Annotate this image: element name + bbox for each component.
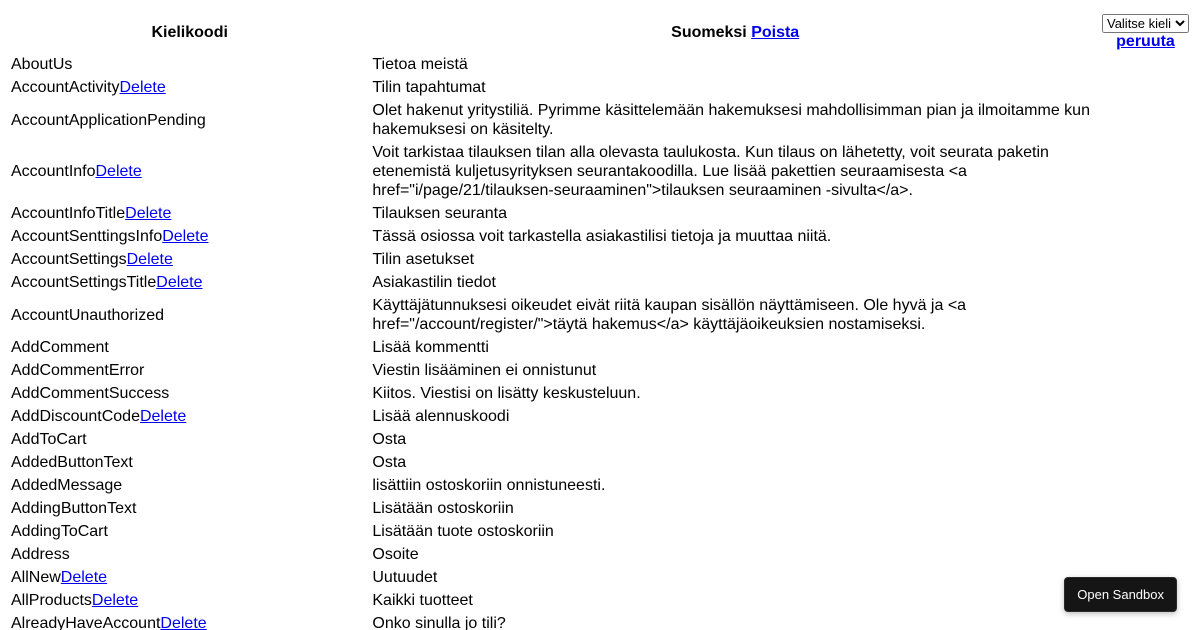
table-row (10, 100, 1190, 140)
key-cell (10, 613, 369, 630)
key-name: AccountSettingsTitle (11, 274, 157, 291)
row-action-cell (1101, 226, 1190, 247)
key-cell (10, 429, 369, 450)
language-column-header (371, 12, 1099, 52)
key-name: Address (11, 546, 70, 563)
translation-value[interactable]: Tässä osiossa voit tarkastella asiakastilisi tietoja ja muuttaa niitä. (372, 228, 832, 245)
row-action-cell (1101, 203, 1190, 224)
key-cell (10, 475, 369, 496)
key-name: AddCommentSuccess (11, 385, 170, 402)
row-action-cell (1101, 429, 1190, 450)
language-select[interactable] (1102, 14, 1189, 33)
key-name: AddedButtonText (11, 454, 133, 471)
table-row (10, 226, 1190, 247)
table-row (10, 54, 1190, 75)
table-row (10, 590, 1190, 611)
translation-value[interactable]: Tilauksen seuranta (372, 205, 507, 222)
table-row (10, 406, 1190, 427)
table-row (10, 429, 1190, 450)
translation-rows (10, 54, 1190, 630)
key-cell (10, 544, 369, 565)
table-row (10, 521, 1190, 542)
key-cell (10, 590, 369, 611)
key-name: AccountInfoTitle (11, 205, 126, 222)
language-actions-header (1101, 12, 1190, 52)
row-action-cell (1101, 360, 1190, 381)
translation-value[interactable]: Onko sinulla jo tili? (372, 615, 506, 630)
delete-key-link[interactable]: Delete (119, 79, 166, 96)
translation-table (8, 10, 1192, 630)
table-row (10, 498, 1190, 519)
row-action-cell (1101, 613, 1190, 630)
key-cell (10, 498, 369, 519)
table-row (10, 272, 1190, 293)
table-row (10, 77, 1190, 98)
row-action-cell (1101, 295, 1190, 335)
open-sandbox-button[interactable]: Open Sandbox (1064, 577, 1177, 612)
key-cell (10, 567, 369, 588)
key-name: AddedMessage (11, 477, 123, 494)
key-cell (10, 337, 369, 358)
translation-value[interactable]: Osta (372, 454, 407, 471)
key-cell (10, 360, 369, 381)
key-cell (10, 452, 369, 473)
translation-value[interactable]: Käyttäjätunnuksesi oikeudet eivät riitä kaupan sisällön näyttämiseen. Ole hyvä ja <a href="/account/register/">täytä hakemus</a> käyttäjäoikeuksien nostamiseksi. (372, 297, 967, 333)
key-cell (10, 77, 369, 98)
translation-value[interactable]: Tilin asetukset (372, 251, 475, 268)
table-row (10, 249, 1190, 270)
key-name: AccountInfo (11, 163, 96, 180)
key-cell (10, 272, 369, 293)
key-name: AccountSettings (11, 251, 127, 268)
key-cell (10, 249, 369, 270)
row-action-cell (1101, 383, 1190, 404)
row-action-cell (1101, 544, 1190, 565)
row-action-cell (1101, 272, 1190, 293)
row-action-cell (1101, 142, 1190, 201)
key-name: AccountUnauthorized (11, 306, 164, 324)
delete-key-link[interactable]: Delete (160, 615, 207, 630)
translation-value[interactable]: Viestin lisääminen ei onnistunut (372, 362, 597, 379)
key-name: AddingToCart (11, 523, 108, 540)
table-row (10, 203, 1190, 224)
table-row (10, 567, 1190, 588)
delete-key-link[interactable]: Delete (156, 274, 203, 291)
delete-key-link[interactable]: Delete (60, 569, 108, 586)
row-action-cell (1101, 54, 1190, 75)
key-cell (10, 226, 369, 247)
key-name: AccountSenttingsInfo (11, 228, 163, 245)
translation-value[interactable]: lisättiin ostoskoriin onnistuneesti. (372, 477, 606, 494)
row-action-cell (1101, 77, 1190, 98)
key-name: AddComment (11, 339, 109, 356)
cancel-link[interactable]: peruuta (1116, 33, 1175, 50)
translation-value[interactable]: Olet hakenut yritystiliä. Pyrimme käsittelemään hakemuksesi mahdollisimman pian ja ilmoitamme kun hakemuksesi on käsitelty. (372, 102, 1090, 138)
delete-key-link[interactable]: Delete (139, 408, 187, 425)
table-header-row (10, 12, 1190, 52)
translation-value[interactable]: Asiakastilin tiedot (372, 274, 496, 291)
key-cell (10, 521, 369, 542)
row-action-cell (1101, 100, 1190, 140)
table-row (10, 475, 1190, 496)
key-name: AccountActivity (11, 79, 120, 96)
delete-key-link[interactable]: Delete (162, 228, 209, 245)
delete-key-link[interactable]: Delete (91, 592, 139, 609)
key-name: AllNew (11, 569, 61, 586)
table-row (10, 142, 1190, 201)
key-name: AboutUs (11, 56, 73, 73)
table-row (10, 295, 1190, 335)
translation-value[interactable]: Uutuudet (372, 569, 438, 586)
table-row (10, 383, 1190, 404)
translation-value[interactable]: Kiitos. Viestisi on lisätty keskusteluun. (372, 385, 641, 402)
key-name: AccountApplicationPending (11, 111, 206, 129)
translation-value[interactable]: Lisää kommentti (372, 339, 489, 356)
key-name: AlreadyHaveAccount (11, 615, 161, 630)
table-row (10, 544, 1190, 565)
key-column-header: Kielikoodi (151, 23, 228, 41)
key-name: AddingButtonText (11, 500, 137, 517)
row-action-cell (1101, 521, 1190, 542)
delete-language-link[interactable]: Poista (751, 23, 800, 41)
row-action-cell (1101, 337, 1190, 358)
key-cell (10, 54, 369, 75)
table-row (10, 360, 1190, 381)
table-row (10, 337, 1190, 358)
language-label: Suomeksi (671, 23, 747, 41)
row-action-cell (1101, 498, 1190, 519)
delete-key-link[interactable]: Delete (126, 251, 173, 268)
key-cell (10, 100, 369, 140)
key-name: AddDiscountCode (11, 408, 140, 425)
row-action-cell (1101, 475, 1190, 496)
translation-value[interactable]: Lisätään tuote ostoskoriin (372, 523, 554, 540)
row-action-cell (1101, 406, 1190, 427)
row-action-cell (1101, 452, 1190, 473)
key-name: AllProducts (11, 592, 92, 609)
table-row (10, 452, 1190, 473)
key-cell (10, 142, 369, 201)
key-name: AddCommentError (11, 362, 145, 379)
translation-value[interactable]: Tilin tapahtumat (372, 79, 486, 96)
row-action-cell (1101, 249, 1190, 270)
key-cell (10, 383, 369, 404)
translation-value[interactable]: Lisää alennuskoodi (372, 408, 510, 425)
key-cell (10, 295, 369, 335)
translation-value[interactable]: Kaikki tuotteet (372, 592, 473, 609)
translation-value[interactable]: Voit tarkistaa tilauksen tilan alla olevasta taulukosta. Kun tilaus on lähetetty, voit seurata paketin etenemistä kuljetusyrityksen seurantakoodilla. Lue lisää pakettien seuraamisesta <a href="i/page/21/tilauksen-seuraaminen">tilauksen seuraaminen -sivulta</a>. (372, 144, 1049, 199)
translation-value[interactable]: Osta (372, 431, 407, 448)
translation-value[interactable]: Osoite (372, 546, 419, 563)
table-row (10, 613, 1190, 630)
translation-value[interactable]: Lisätään ostoskoriin (372, 500, 514, 517)
delete-key-link[interactable]: Delete (95, 163, 142, 180)
key-cell (10, 406, 369, 427)
key-cell (10, 203, 369, 224)
translation-value[interactable]: Tietoa meistä (372, 56, 468, 73)
key-name: AddToCart (11, 431, 87, 448)
delete-key-link[interactable]: Delete (125, 205, 172, 222)
